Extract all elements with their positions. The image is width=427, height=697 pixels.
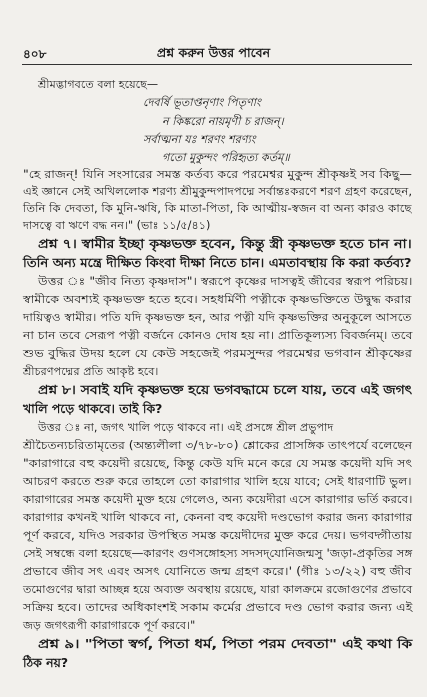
question-line: প্রশ্ন ৯। "পিতা স্বর্গ, পিতা ধর্ম, পিতা পরম দেবতা" এই কথা কি xyxy=(38,636,413,651)
verse-line: গতো মুকুন্দং পরিহৃত্য কর্তম্॥ xyxy=(162,151,290,164)
text-line: উত্তর ঃ না, জগৎ খালি পড়ে থাকবে না। এই প্রসঙ্গে শ্রীল প্রভুপাদ xyxy=(38,421,334,434)
text-line: উত্তর ঃ "জীব নিত্য কৃষ্ণদাস"। স্বরূপে কৃষ্ণের দাসত্বই জীবের স্বরূপ পরিচয়। xyxy=(38,275,413,288)
running-title: প্রশ্ন করুন উত্তর পাবেন xyxy=(156,45,271,60)
question-line: খালি পড়ে থাকবে। তাই কি? xyxy=(23,401,163,416)
text-line: দায়িত্বও স্বামীর। পতি যদি কৃষ্ণভক্ত হন, আর পত্নী যদি কৃষ্ণভক্তির অনুকূলে আসতে xyxy=(23,311,412,324)
text-line: দাসত্বে বা ঋণে বদ্ধ নন।" (ভাঃ ১১/৫/৪১) xyxy=(23,219,211,232)
text-line: সক্রিয় হবে। তাদের অধিকাংশই সকাম কর্মের প্রভাবে দণ্ড ভোগ করার জন্য এই xyxy=(23,601,413,614)
text-line: শুভ বুদ্ধির উদয় হলে যে কেউ সহজেই পরমসুন্দর পরমেশ্বর ভগবান শ্রীকৃষ্ণের xyxy=(23,347,413,360)
verse-line: ন কিঙ্করো নায়মৃণী চ রাজন্। xyxy=(162,115,284,128)
question-line: প্রশ্ন ৮। সবাই যদি কৃষ্ণভক্ত হয়ে ভগবদ্ধামে চলে যায়, তবে এই জগৎ xyxy=(38,382,413,397)
text-line: প্রভাবে জীব সৎ এবং অসৎ যোনিতে জন্ম গ্রহণ করে।' (গীঃ ১৩/২২) বহু জীব xyxy=(23,565,412,578)
text-line: এই জ্ঞানে সেই অখিললোক শরণ্য শ্রীমুকুন্দপাদপদ্মে সর্বান্তঃকরণে শরণ গ্রহণ করেছেন, xyxy=(23,185,413,198)
text-line: শ্রীচৈতন্যচরিতামৃতের (অন্ত্যলীলা ৩/৭৮-৮০) শ্লোকের প্রাসঙ্গিক তাৎপর্যে বলেছেন xyxy=(23,439,413,452)
text-line: পূর্ণ করবে, যদিও সরকার উপস্থিত সমস্ত কয়েদীদের মুক্ত করে দেয়। ভগবদ্গীতায় xyxy=(23,529,412,542)
question-line: ঠিক নয়? xyxy=(23,655,69,670)
text-line: কারাগার কখনই খালি থাকবে না, কেননা বহু কয়েদী দণ্ডভোগ করার জন্য কারাগার xyxy=(23,511,413,524)
header-rule xyxy=(22,64,412,65)
text-line: জড় জগৎরূপী কারাগারকে পূর্ণ করবে।" xyxy=(23,619,196,632)
text-line: সেই সম্বন্ধে বলা হয়েছে—কারণং গুণসঙ্গোহস্য সদসদ্‌যোনিজন্মসু 'জড়া-প্রকৃতির সঙ্গ xyxy=(23,547,413,560)
text-line: "হে রাজন্! যিনি সংসারের সমস্ত কর্তব্য করে পরমেশ্বর মুকুন্দ শ্রীকৃষ্ণই সব কিছু— xyxy=(23,168,412,181)
question-line: প্রশ্ন ৭। স্বামীর ইচ্ছা কৃষ্ণভক্ত হবেন, কিন্তু স্ত্রী কৃষ্ণভক্ত হতে চান না। xyxy=(38,236,412,251)
text-line: না চান তবে সেরূপ পত্নী বর্জনে কোনও দোষ হয় না। প্রাতিকূল্যস্য বিবর্জনম্। তবে xyxy=(23,329,413,342)
text-line: কারাগারের সমস্ত কয়েদী মুক্ত হয়ে গেলেও, অন্য কয়েদীরা এসে কারাগার ভর্তি করবে। xyxy=(23,493,413,506)
text-line: শ্রীমদ্ভাগবতে বলা হয়েছে— xyxy=(38,78,159,91)
question-line: তিনি অন্য মন্ত্রে দীক্ষিত কিংবা দীক্ষা নিতে চান। এমতাবস্থায় কি করা কর্তব্য? xyxy=(23,255,412,270)
text-line: তিনি কি দেবতা, কি মুনি-ঋষি, কি মাতা-পিতা, কি আত্মীয়-স্বজন বা অন্য কারও কাছে xyxy=(23,202,412,215)
verse-line: দেবর্ষি ভূতাপ্তনৃণাং পিতৃণাং xyxy=(143,96,261,109)
text-line: আচরণ করতে শুরু করে তাহলে তো কারাগার খালি হয়ে যাবে; সেই ধারণাটি ভুল। xyxy=(23,475,412,488)
text-line: তমোগুণের দ্বারা আচ্ছন্ন হয়ে অব্যক্ত অবস্থায় রয়েছে, যারা কালক্রমে রজোগুণের প্রভাবে xyxy=(23,583,413,596)
text-line: "কারাগারে বহু কয়েদী রয়েছে, কিন্তু কেউ যদি মনে করে যে সমস্ত কয়েদী যদি সৎ xyxy=(23,457,413,470)
page-number: ৪০৮ xyxy=(23,47,47,61)
text-line: শ্রীচরণপদ্মের প্রতি আকৃষ্ট হবে। xyxy=(23,365,159,378)
text-line: স্বামীকে অবশ্যই কৃষ্ণভক্ত হতে হবে। সহধর্মিণী পত্নীকে কৃষ্ণভক্তিতে উদ্বুদ্ধ করার xyxy=(23,293,412,306)
verse-line: সর্বাত্মনা যঃ শরণং শরণ্যং xyxy=(143,133,256,146)
